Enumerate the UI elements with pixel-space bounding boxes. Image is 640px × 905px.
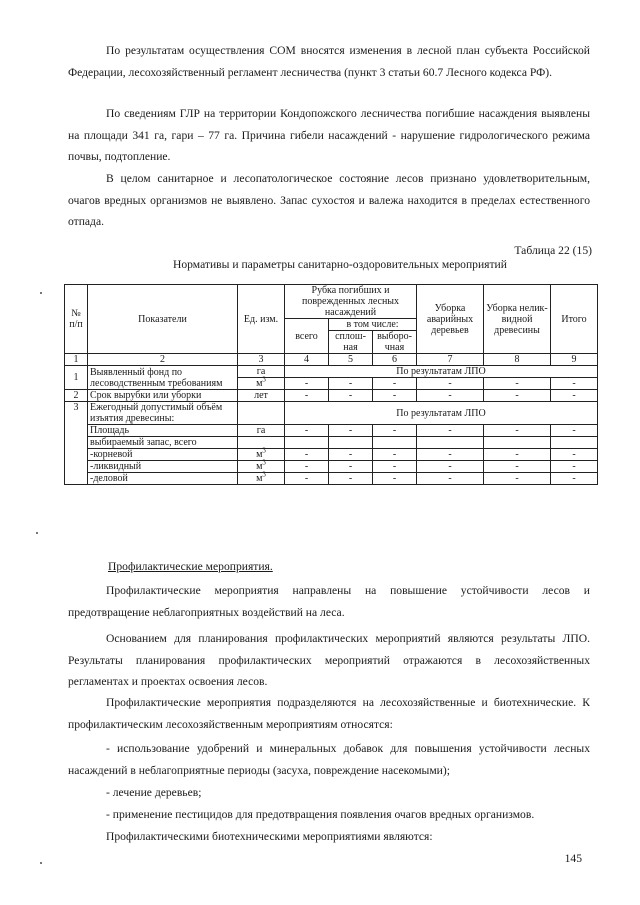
dash-cell: - xyxy=(417,461,484,473)
dash-cell: - xyxy=(285,378,329,390)
dash-cell: - xyxy=(484,449,551,461)
dash-cell: - xyxy=(484,378,551,390)
row-num: 3 xyxy=(65,402,88,485)
header-including: в том числе: xyxy=(329,319,417,331)
row-unit xyxy=(238,402,285,425)
dash-cell xyxy=(285,437,329,449)
dash-cell: - xyxy=(373,378,417,390)
dash-cell: - xyxy=(329,449,373,461)
scan-speck xyxy=(36,532,38,534)
dash-cell: - xyxy=(373,425,417,437)
dash-cell: - xyxy=(329,425,373,437)
dash-cell: - xyxy=(484,473,551,485)
table-row xyxy=(65,449,598,461)
row-unit: лет xyxy=(238,390,285,402)
dash-cell: - xyxy=(417,390,484,402)
header-unit: Ед. изм. xyxy=(238,285,285,354)
row-unit: $м^3$ xyxy=(238,461,285,473)
dash-cell xyxy=(373,437,417,449)
dash-cell: - xyxy=(551,473,598,485)
dash-cell: - xyxy=(329,473,373,485)
paragraph-preventive-types: Профилактические мероприятия подразделяются на лесохозяйственные и биотехнические. К профилактическим лесохозяйственным мероприятиям относятся: xyxy=(68,696,590,731)
dash-cell: - xyxy=(484,461,551,473)
header-illiquid: Уборка нелик-видной древесины xyxy=(484,285,551,354)
list-item-pesticides: - применение пестицидов для предотвращения появления очагов вредных организмов. xyxy=(106,808,535,821)
lpo-note: По результатам ЛПО xyxy=(285,366,598,378)
dash-cell: - xyxy=(417,378,484,390)
dash-cell: - xyxy=(373,473,417,485)
dash-cell: - xyxy=(484,425,551,437)
header-total: всего xyxy=(285,319,329,354)
table-caption: Таблица 22 (15) xyxy=(514,244,592,257)
row-num: 1 xyxy=(65,366,88,390)
row-label: -деловой xyxy=(88,473,238,485)
dash-cell: - xyxy=(285,390,329,402)
row-unit: $м^3$ xyxy=(238,449,285,461)
col-number: 6 xyxy=(373,354,417,366)
row-unit: га xyxy=(238,425,285,437)
dash-cell: - xyxy=(285,449,329,461)
dash-cell: - xyxy=(285,473,329,485)
dash-cell: - xyxy=(329,390,373,402)
col-number: 9 xyxy=(551,354,598,366)
row-num: 2 xyxy=(65,390,88,402)
sanitary-measures-table xyxy=(64,284,598,485)
col-number: 2 xyxy=(88,354,238,366)
col-number: 5 xyxy=(329,354,373,366)
header-felling: Рубка погибших и поврежденных лесных насаждений xyxy=(285,285,417,319)
header-num: № п/п xyxy=(65,285,88,354)
row-unit: $м^3$ xyxy=(238,378,285,390)
header-sum: Итого xyxy=(551,285,598,354)
table-row xyxy=(65,402,598,425)
lpo-note: По результатам ЛПО xyxy=(285,402,598,425)
row-label: Срок вырубки или уборки xyxy=(88,390,238,402)
row-label: -ликвидный xyxy=(88,461,238,473)
row-label: -корневой xyxy=(88,449,238,461)
dash-cell: - xyxy=(417,449,484,461)
list-item-fertilizers: - использование удобрений и минеральных добавок для повышения устойчивости лесных насаждений в неблагоприятные периоды (засуха, повреждение насекомыми); xyxy=(68,742,590,777)
dash-cell xyxy=(417,437,484,449)
col-number: 3 xyxy=(238,354,285,366)
page-number: 145 xyxy=(564,852,582,865)
header-cleanup: Уборка аварийных деревьев xyxy=(417,285,484,354)
dash-cell: - xyxy=(551,378,598,390)
paragraph-preventive-purpose: Профилактические мероприятия направлены на повышение устойчивости лесов и предотвращение неблагоприятных воздействий на леса. xyxy=(68,584,590,619)
dash-cell xyxy=(329,437,373,449)
table-row xyxy=(65,425,598,437)
dash-cell: - xyxy=(417,473,484,485)
col-number: 1 xyxy=(65,354,88,366)
scan-speck xyxy=(40,292,42,294)
paragraph-biotechnical: Профилактическими биотехническими мероприятиями являются: xyxy=(106,830,433,843)
dash-cell xyxy=(484,437,551,449)
list-item-tree-treatment: - лечение деревьев; xyxy=(106,786,202,799)
dash-cell: - xyxy=(285,425,329,437)
header-selective: выборо-чная xyxy=(373,331,417,354)
table-title: Нормативы и параметры санитарно-оздоровительных мероприятий xyxy=(173,258,507,271)
paragraph-glr-dead-stands: По сведениям ГЛР на территории Кондопожского лесничества погибшие насаждения выявлены на площади 341 га, гари – 77 га. Причина гибели насаждений - нарушение гидрологического режима почвы, подтопление. xyxy=(68,107,590,163)
table-row xyxy=(65,437,598,449)
row-label: Площадь xyxy=(88,425,238,437)
dash-cell: - xyxy=(373,390,417,402)
paragraph-som-changes: По результатам осуществления СОМ вносятся изменения в лесной план субъекта Российской Федерации, лесохозяйственный регламент лесничества (пункт 3 статьи 60.7 Лесного кодекса РФ). xyxy=(68,44,590,79)
col-number: 4 xyxy=(285,354,329,366)
table-row xyxy=(65,366,598,378)
dash-cell: - xyxy=(373,449,417,461)
section-heading: Профилактические мероприятия. xyxy=(108,560,273,573)
row-unit: $м^3$ xyxy=(238,473,285,485)
column-numbers-row xyxy=(65,354,598,366)
dash-cell: - xyxy=(551,461,598,473)
dash-cell: - xyxy=(417,425,484,437)
row-unit: га xyxy=(238,366,285,378)
col-number: 8 xyxy=(484,354,551,366)
row-label: Ежегодный допустимый объём изъятия древесины: xyxy=(88,402,238,425)
dash-cell xyxy=(551,437,598,449)
table-row xyxy=(65,390,598,402)
header-indicator: Показатели xyxy=(88,285,238,354)
col-number: 7 xyxy=(417,354,484,366)
dash-cell: - xyxy=(329,378,373,390)
table-row xyxy=(65,473,598,485)
paragraph-preventive-basis: Основанием для планирования профилактических мероприятий являются результаты ЛПО. Результаты планирования профилактических мероприятий отражаются в лесохозяйственных регламентах и проектах освоения лесов. xyxy=(68,632,590,688)
dash-cell: - xyxy=(551,449,598,461)
paragraph-forest-condition: В целом санитарное и лесопатологическое состояние лесов признано удовлетворительным, очагов вредных организмов не выявлено. Запас сухостоя и валежа находится в пределах естественного отпада. xyxy=(68,172,590,228)
table-row xyxy=(65,461,598,473)
dash-cell: - xyxy=(373,461,417,473)
dash-cell: - xyxy=(484,390,551,402)
dash-cell: - xyxy=(329,461,373,473)
row-unit xyxy=(238,437,285,449)
dash-cell: - xyxy=(551,390,598,402)
scan-speck xyxy=(40,862,42,864)
row-label: Выявленный фонд по лесоводственным требованиям xyxy=(88,366,238,390)
dash-cell: - xyxy=(285,461,329,473)
dash-cell: - xyxy=(551,425,598,437)
row-label: выбираемый запас, всего xyxy=(88,437,238,449)
header-clear: сплош-ная xyxy=(329,331,373,354)
